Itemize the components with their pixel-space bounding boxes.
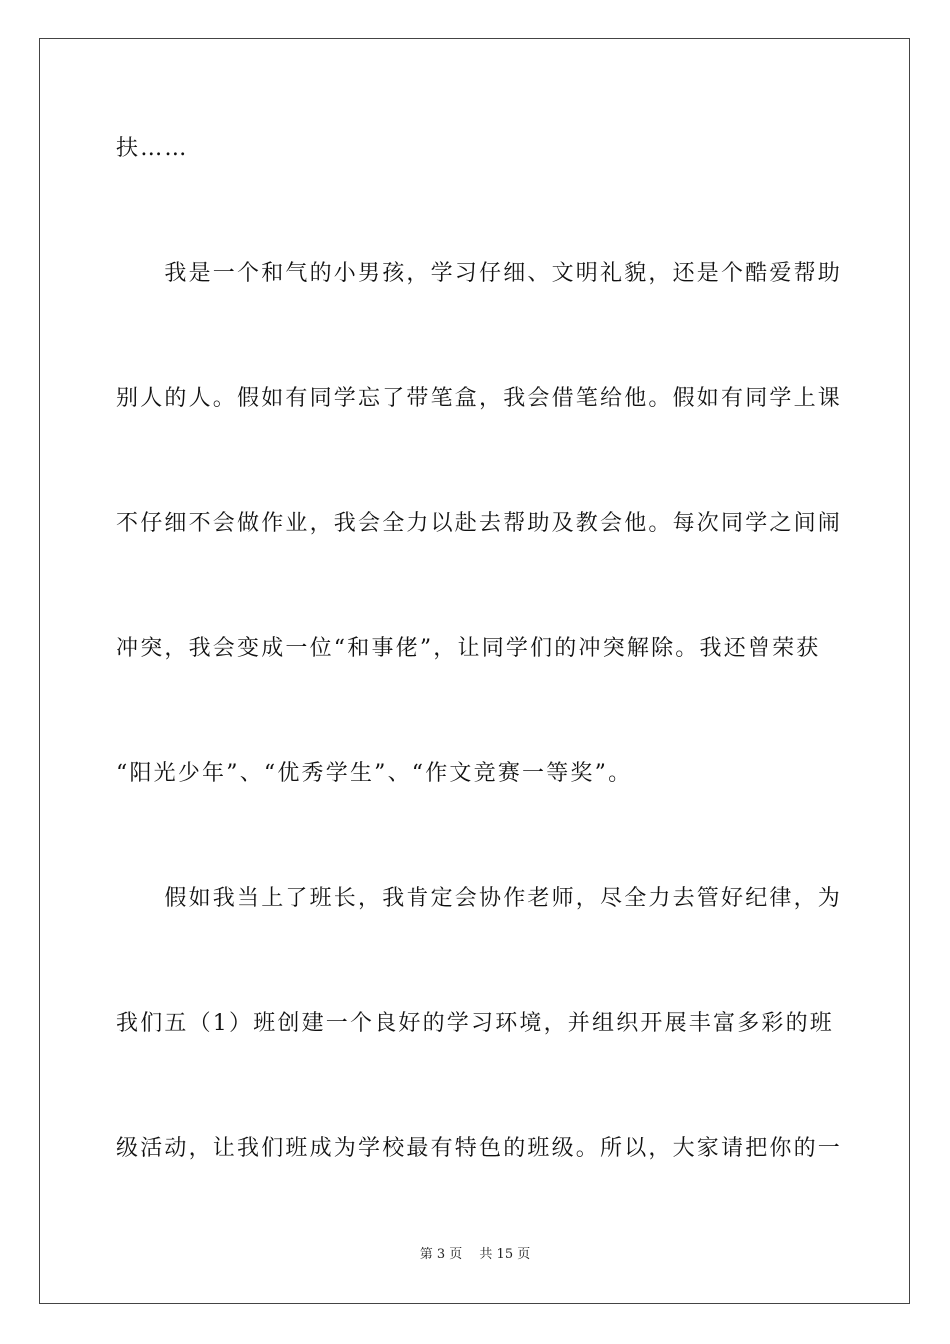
text-line: 级活动，让我们班成为学校最有特色的班级。所以，大家请把你的一 — [116, 1136, 843, 1161]
text-line: “阳光少年”、“优秀学生”、“作文竞赛一等奖”。 — [116, 761, 633, 786]
text-line: 假如我当上了班长，我肯定会协作老师，尽全力去管好纪律，为 — [116, 886, 843, 911]
text-line: 扶…… — [116, 136, 189, 161]
text-line: 不仔细不会做作业，我会全力以赴去帮助及教会他。每次同学之间闹 — [116, 511, 843, 536]
text-line: 我是一个和气的小男孩，学习仔细、文明礼貌，还是个酷爱帮助 — [116, 261, 843, 286]
text-line: 别人的人。假如有同学忘了带笔盒，我会借笔给他。假如有同学上课 — [116, 386, 843, 411]
page-border — [39, 38, 910, 1304]
page-number-footer: 第 3 页 共 15 页 — [419, 1247, 531, 1262]
text-line: 我们五（1）班创建一个良好的学习环境，并组织开展丰富多彩的班 — [116, 1011, 834, 1036]
text-line: 冲突，我会变成一位“和事佬”，让同学们的冲突解除。我还曾荣获 — [116, 636, 821, 661]
